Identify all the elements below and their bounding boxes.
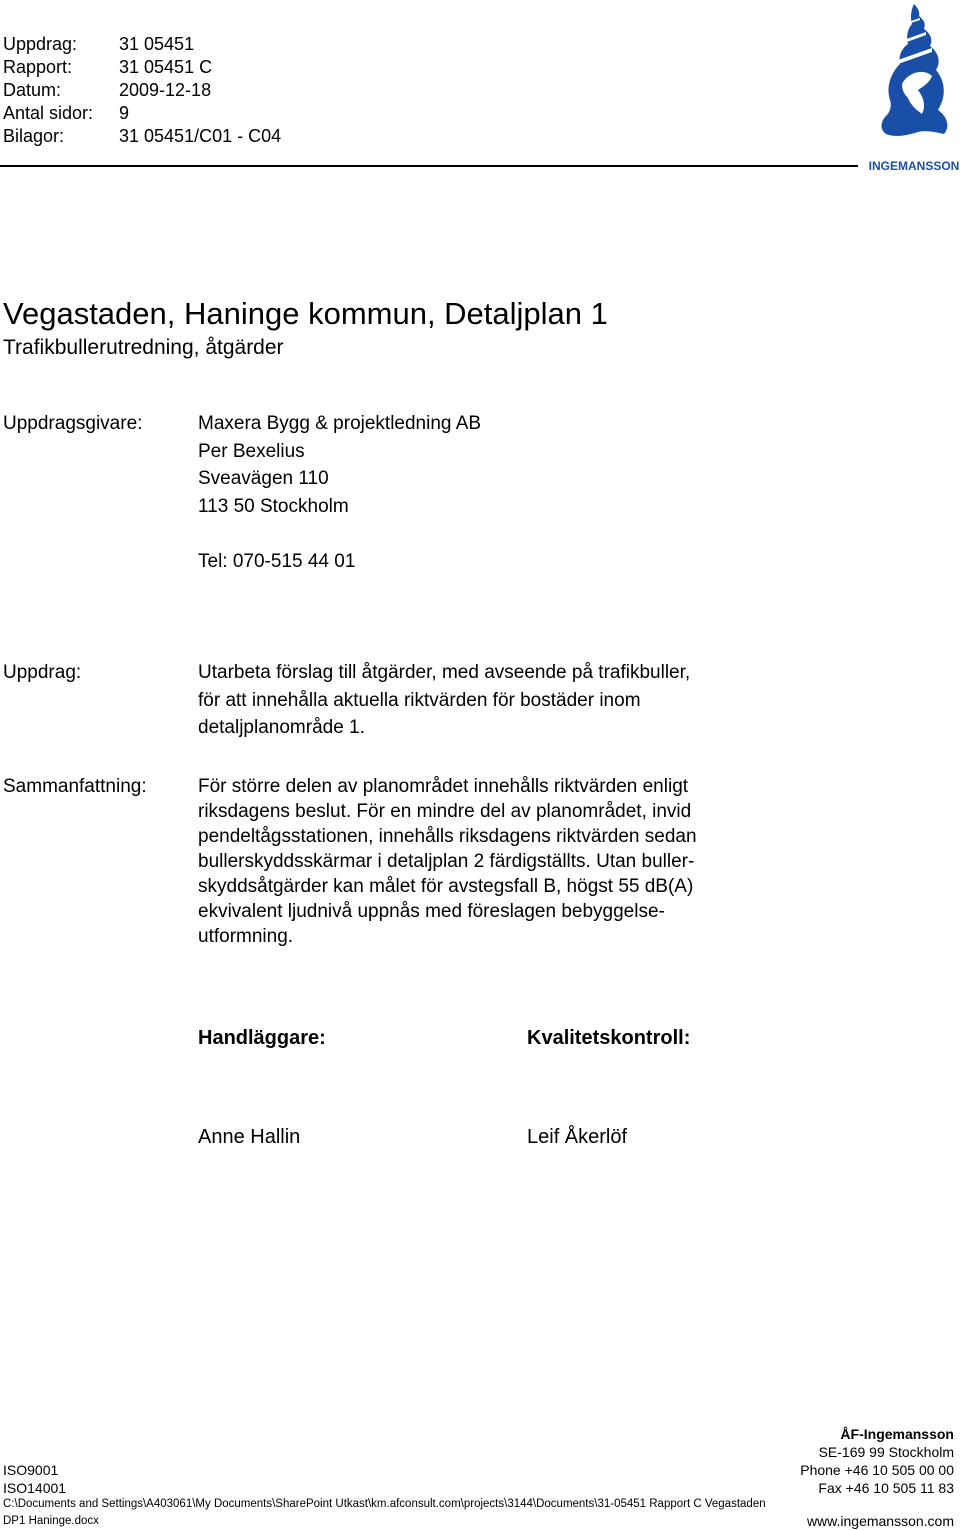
meta-value: 31 05451 C (119, 57, 213, 77)
meta-label: Rapport: (3, 57, 73, 77)
qc-name: Leif Åkerlöf (527, 1126, 628, 1148)
meta-value: 31 05451 (119, 34, 195, 54)
meta-value: 31 05451/C01 - C04 (119, 126, 282, 146)
summary-line: pendeltågsstationen, innehålls riksdagens riktvärden sedan (198, 826, 697, 847)
meta-label: Datum: (3, 80, 62, 100)
footer-file-path: C:\Documents and Settings\A403061\My Documents\SharePoint Utkast\km.afconsult.com\projects\3144\Documents\31-05451 Rapport C Vegastaden (3, 1498, 766, 1510)
footer-phone: Phone +46 10 505 00 00 (800, 1462, 954, 1478)
handler-label: Handläggare: (198, 1027, 326, 1049)
summary-line: utformning. (198, 926, 294, 947)
footer-website[interactable]: www.ingemansson.com (806, 1513, 954, 1529)
assignment-line: Utarbeta förslag till åtgärder, med avseende på trafikbuller, (198, 662, 691, 683)
footer-company: ÅF-Ingemansson (840, 1426, 954, 1442)
page-subtitle: Trafikbullerutredning, åtgärder (3, 336, 284, 359)
assignment-label: Uppdrag: (3, 662, 82, 683)
client-line: 113 50 Stockholm (198, 495, 349, 517)
summary-label: Sammanfattning: (3, 776, 147, 797)
logo-wordmark: INGEMANSSON (868, 159, 960, 173)
footer-address: SE-169 99 Stockholm (818, 1444, 954, 1460)
client-label: Uppdragsgivare: (3, 413, 143, 434)
footer-file-name: DP1 Haninge.docx (3, 1515, 99, 1527)
meta-label: Bilagor: (3, 126, 65, 146)
footer-iso9001: ISO9001 (3, 1462, 59, 1478)
client-line: Per Bexelius (198, 440, 305, 462)
client-tel: Tel: 070-515 44 01 (198, 551, 356, 572)
summary-line: bullerskyddsskärmar i detaljplan 2 färdigställts. Utan buller- (198, 851, 695, 872)
summary-line: skyddsåtgärder kan målet för avstegsfall B, högst 55 dB(A) (198, 876, 694, 897)
summary-line: ekvivalent ljudnivå uppnås med föreslagen bebyggelse- (198, 901, 665, 922)
summary-line: För större delen av planområdet innehålls riktvärden enligt (198, 776, 689, 797)
client-line: Maxera Bygg & projektledning AB (198, 413, 482, 434)
footer-iso14001: ISO14001 (3, 1480, 67, 1496)
ingemansson-logo (868, 2, 960, 174)
page-title: Vegastaden, Haninge kommun, Detaljplan 1 (3, 296, 608, 331)
meta-label: Uppdrag: (3, 34, 78, 54)
meta-label: Antal sidor: (3, 103, 94, 123)
assignment-line: för att innehålla aktuella riktvärden för bostäder inom (198, 689, 641, 711)
client-line: Sveavägen 110 (198, 468, 329, 489)
meta-value: 9 (119, 103, 130, 123)
header-rule (0, 165, 858, 167)
qc-label: Kvalitetskontroll: (527, 1027, 691, 1049)
handler-name: Anne Hallin (198, 1126, 301, 1148)
meta-value: 2009-12-18 (119, 80, 212, 100)
summary-line: riksdagens beslut. För en mindre del av planområdet, invid (198, 801, 692, 822)
assignment-line: detaljplanområde 1. (198, 717, 365, 738)
footer-fax: Fax +46 10 505 11 83 (818, 1480, 954, 1496)
